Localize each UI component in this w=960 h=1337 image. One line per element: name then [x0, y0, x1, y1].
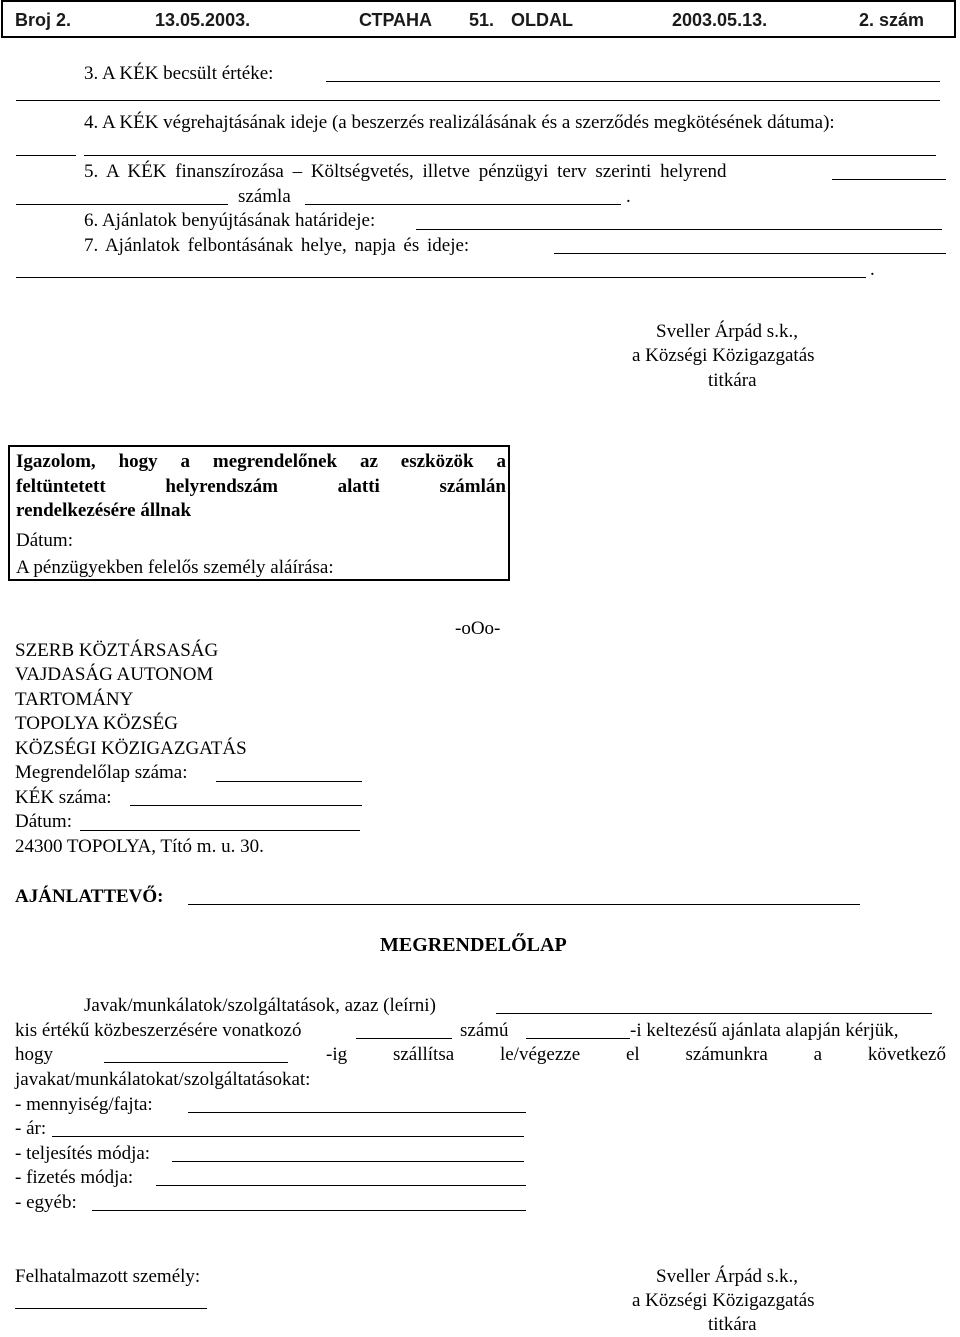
cert-word: megrendelőnek	[212, 451, 338, 472]
body-word: -ig	[326, 1044, 348, 1065]
body-word: le/végezze	[499, 1044, 581, 1065]
kek-number-field[interactable]	[130, 805, 362, 806]
authority-line-4: TOPOLYA KÖZSÉG	[15, 713, 178, 734]
item-5-blank-1	[832, 179, 946, 180]
cert-word: eszközök	[400, 451, 474, 472]
body-word: a	[813, 1044, 823, 1065]
bid-date-field[interactable]	[526, 1038, 630, 1039]
signer-name-2: Sveller Árpád s.k.,	[656, 1266, 798, 1287]
blank-line	[16, 100, 940, 101]
body-word: számunkra	[685, 1044, 768, 1065]
order-number-field[interactable]	[216, 781, 362, 782]
payment-field[interactable]	[156, 1185, 526, 1186]
item-7: 7. Ajánlatok felbontásának helye, napja és ideje:	[84, 235, 470, 256]
item-5-blank-2	[16, 204, 228, 205]
page-number: 51.	[469, 10, 495, 30]
body-line-3	[326, 1043, 946, 1067]
body-line-2b: számú	[460, 1020, 509, 1041]
item-7-blank-1	[554, 253, 946, 254]
item-5: 5. A KÉK finanszírozása – Költségvetés, illetve pénzügyi terv szerinti helyrend	[84, 161, 727, 182]
item-6: 6. Ajánlatok benyújtásának határideje:	[84, 210, 376, 231]
cert-word: alatti	[337, 476, 380, 497]
issue-number-hu: 2. szám	[859, 10, 925, 30]
other-field[interactable]	[92, 1210, 526, 1211]
bid-number-field[interactable]	[356, 1038, 452, 1039]
authority-address: 24300 TOPOLYA, Tító m. u. 30.	[15, 836, 264, 857]
authority-line-1: SZERB KÖZTÁRSASÁG	[15, 640, 219, 661]
certificate-box	[8, 445, 510, 581]
separator: -oOo-	[455, 618, 501, 639]
delivery-label: - teljesítés módja:	[15, 1143, 151, 1164]
cert-word: az	[359, 451, 378, 472]
signer-name: Sveller Árpád s.k.,	[656, 321, 798, 342]
cert-word: számlán	[439, 476, 506, 497]
order-date-field[interactable]	[80, 830, 360, 831]
item-4: 4. A KÉK végrehajtásának ideje (a beszerzés realizálásának és a szerződés megkötésének dátuma):	[84, 112, 835, 133]
certificate-line-2	[16, 475, 506, 499]
cert-word: helyrendszám	[165, 476, 278, 497]
page-label-hu: OLDAL	[511, 10, 573, 30]
description-field[interactable]	[496, 1013, 932, 1014]
body-word: szállítsa	[392, 1044, 455, 1065]
body-word-hogy: hogy	[15, 1044, 53, 1065]
issue-number: Broj 2.	[15, 10, 72, 30]
authorized-person-label: Felhatalmazott személy:	[15, 1266, 201, 1287]
price-label: - ár:	[15, 1118, 47, 1139]
authority-line-5: KÖZSÉGI KÖZIGAZGATÁS	[15, 738, 247, 759]
cert-word: Igazolom,	[16, 451, 96, 472]
item-6-blank	[416, 229, 942, 230]
header-date-2: 2003.05.13.	[672, 10, 768, 30]
item-3: 3. A KÉK becsült értéke:	[84, 63, 274, 84]
cert-word: feltüntetett	[16, 476, 106, 497]
item-7-blank-2	[16, 277, 866, 278]
cert-word: hogy	[118, 451, 158, 472]
page-header	[1, 0, 956, 38]
other-label: - egyéb:	[15, 1192, 77, 1213]
body-word: következő	[867, 1044, 946, 1065]
certificate-line-3: rendelkezésére állnak	[16, 500, 192, 521]
authority-line-2: VAJDASÁG AUTONOM	[15, 664, 214, 685]
signer-role: a Községi Közigazgatás	[632, 345, 815, 366]
quantity-label: - mennyiség/fajta:	[15, 1094, 153, 1115]
signer-role-2: a Községi Közigazgatás	[632, 1290, 815, 1311]
price-field[interactable]	[52, 1136, 524, 1137]
authority-line-3: TARTOMÁNY	[15, 689, 134, 710]
cert-word: a	[496, 451, 506, 472]
certificate-line-1	[16, 450, 506, 474]
certificate-signature-label: A pénzügyekben felelős személy aláírása:	[16, 557, 334, 578]
bidder-label: AJÁNLATTEVŐ:	[15, 886, 164, 907]
authorized-signature-field[interactable]	[15, 1308, 207, 1309]
body-line-2a: kis értékű közbeszerzésére vonatkozó	[15, 1020, 302, 1041]
item-5-blank-3	[305, 204, 621, 205]
deadline-field[interactable]	[104, 1062, 288, 1063]
order-date-label: Dátum:	[15, 811, 72, 832]
order-number-label: Megrendelőlap száma:	[15, 762, 188, 783]
page-label-cyrillic: СТРАНА	[359, 10, 432, 30]
item-3-blank	[326, 81, 940, 82]
cert-word: a	[180, 451, 191, 472]
payment-label: - fizetés módja:	[15, 1167, 134, 1188]
body-line-4: javakat/munkálatokat/szolgáltatásokat:	[15, 1069, 311, 1090]
item-4-blank-1	[16, 155, 76, 156]
certificate-date-label: Dátum:	[16, 530, 73, 551]
body-line-2c: -i keltezésű ajánlata alapján kérjük,	[630, 1020, 899, 1041]
item-7-dot: .	[870, 259, 875, 280]
form-title: MEGRENDELŐLAP	[380, 934, 567, 956]
delivery-field[interactable]	[172, 1161, 524, 1162]
bidder-field[interactable]	[188, 904, 860, 905]
item-5-account: számla	[238, 186, 291, 207]
kek-number-label: KÉK száma:	[15, 787, 112, 808]
body-line-1: Javak/munkálatok/szolgáltatások, azaz (leírni)	[84, 995, 436, 1016]
signer-title-2: titkára	[708, 1314, 757, 1335]
quantity-field[interactable]	[188, 1112, 526, 1113]
signer-title: titkára	[708, 370, 757, 391]
header-date-1: 13.05.2003.	[155, 10, 251, 30]
item-4-blank-2	[84, 155, 936, 156]
item-5-dot: .	[626, 186, 631, 207]
body-word: el	[625, 1044, 640, 1065]
